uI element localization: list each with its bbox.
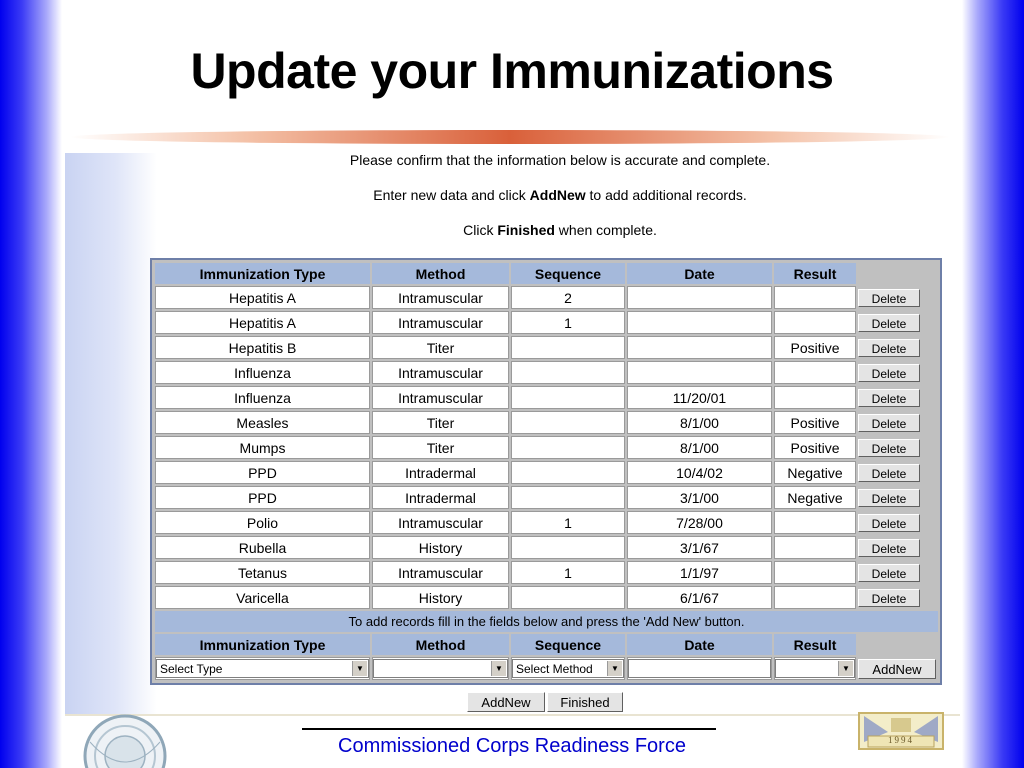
cell-immunization-type: Polio (155, 511, 370, 534)
cell-result (774, 311, 856, 334)
form-cell-date (627, 657, 772, 680)
cell-method: Intramuscular (372, 361, 509, 384)
cell-sequence (511, 436, 625, 459)
delete-button[interactable]: Delete (858, 539, 920, 557)
cell-method: History (372, 586, 509, 609)
delete-button[interactable]: Delete (858, 489, 920, 507)
new-record-form-row (155, 657, 938, 680)
cell-sequence (511, 486, 625, 509)
delete-button[interactable]: Delete (858, 364, 920, 382)
form-cell-sequence (511, 657, 625, 680)
header-sequence: Sequence (511, 263, 625, 284)
form-header-row (155, 634, 938, 655)
cell-actions (858, 511, 938, 534)
table-row (155, 536, 938, 559)
cell-result (774, 511, 856, 534)
table-row (155, 386, 938, 409)
delete-button[interactable]: Delete (858, 389, 920, 407)
date-input[interactable] (628, 659, 771, 678)
cell-method: Intradermal (372, 461, 509, 484)
cell-date: 3/1/00 (627, 486, 772, 509)
cell-result (774, 386, 856, 409)
dropdown-arrow-icon[interactable]: ▼ (352, 661, 367, 676)
immunization-table (150, 258, 942, 685)
form-header-actions (858, 634, 938, 655)
slide-edge-left (0, 0, 62, 768)
cell-result: Positive (774, 411, 856, 434)
cell-immunization-type: Hepatitis A (155, 286, 370, 309)
seal-right-year: 1994 (888, 735, 914, 745)
cell-date (627, 336, 772, 359)
cell-date: 6/1/67 (627, 586, 772, 609)
instruction-line-1: Please confirm that the information below is accurate and complete. (349, 152, 771, 168)
delete-button[interactable]: Delete (858, 314, 920, 332)
cell-method: Intradermal (372, 486, 509, 509)
cell-date (627, 286, 772, 309)
cell-immunization-type: Hepatitis B (155, 336, 370, 359)
delete-button[interactable]: Delete (858, 289, 920, 307)
header-method: Method (372, 263, 509, 284)
cell-method: Intramuscular (372, 311, 509, 334)
table-row (155, 511, 938, 534)
cell-method: Titer (372, 336, 509, 359)
instruction-line-3: Click Finished when complete. (463, 222, 657, 238)
form-cell-type (155, 657, 370, 680)
instruction-line-2: Enter new data and click AddNew to add additional records. (373, 187, 747, 203)
cell-immunization-type: Measles (155, 411, 370, 434)
cell-actions (858, 336, 938, 359)
instructions (265, 153, 855, 258)
table-row (155, 311, 938, 334)
cell-actions (858, 461, 938, 484)
footer-rule (302, 728, 716, 730)
cell-result: Negative (774, 486, 856, 509)
cell-method: Titer (372, 411, 509, 434)
cell-immunization-type: Influenza (155, 386, 370, 409)
cell-immunization-type: PPD (155, 461, 370, 484)
delete-button[interactable]: Delete (858, 464, 920, 482)
delete-button[interactable]: Delete (858, 589, 920, 607)
header-immunization-type: Immunization Type (155, 263, 370, 284)
cell-method: Intramuscular (372, 511, 509, 534)
immunization-type-select[interactable]: Select Type ▼ (156, 659, 369, 678)
footer-divider (65, 714, 960, 716)
cell-result (774, 586, 856, 609)
cell-date (627, 311, 772, 334)
cell-sequence (511, 361, 625, 384)
cell-date: 11/20/01 (627, 386, 772, 409)
cell-result: Positive (774, 436, 856, 459)
form-cell-result (774, 657, 856, 680)
cell-date (627, 361, 772, 384)
cell-method: Intramuscular (372, 286, 509, 309)
table-row (155, 361, 938, 384)
table-row (155, 461, 938, 484)
cell-sequence (511, 336, 625, 359)
header-actions (858, 263, 938, 284)
table-header-row (155, 263, 938, 284)
cell-result: Positive (774, 336, 856, 359)
cell-sequence (511, 586, 625, 609)
cell-result (774, 561, 856, 584)
cell-actions (858, 586, 938, 609)
cell-sequence (511, 536, 625, 559)
cell-result (774, 361, 856, 384)
table-row (155, 561, 938, 584)
cell-result (774, 536, 856, 559)
cell-sequence: 1 (511, 311, 625, 334)
cell-immunization-type: Tetanus (155, 561, 370, 584)
cell-immunization-type: PPD (155, 486, 370, 509)
cell-actions (858, 486, 938, 509)
header-result: Result (774, 263, 856, 284)
add-notice: To add records fill in the fields below and press the 'Add New' button. (155, 611, 938, 632)
cell-immunization-type: Rubella (155, 536, 370, 559)
cell-immunization-type: Mumps (155, 436, 370, 459)
cell-actions (858, 536, 938, 559)
dropdown-arrow-icon[interactable]: ▼ (838, 661, 853, 676)
cell-immunization-type: Influenza (155, 361, 370, 384)
cell-actions (858, 361, 938, 384)
table-row (155, 436, 938, 459)
sequence-select[interactable]: Select Method ▼ (512, 659, 624, 678)
cell-sequence: 1 (511, 561, 625, 584)
footer-text: Commissioned Corps Readiness Force (338, 735, 686, 757)
slide-edge-right (962, 0, 1024, 768)
table-row (155, 486, 938, 509)
cell-immunization-type: Varicella (155, 586, 370, 609)
table-row (155, 286, 938, 309)
cell-actions (858, 386, 938, 409)
finished-button[interactable]: Finished (547, 692, 623, 712)
page-left-strip (65, 153, 157, 715)
delete-button[interactable]: Delete (858, 339, 920, 357)
title-divider (70, 130, 950, 144)
form-header-result: Result (774, 634, 856, 655)
delete-button[interactable]: Delete (858, 439, 920, 457)
result-select[interactable] (775, 659, 855, 678)
cell-method: Intramuscular (372, 386, 509, 409)
cell-date: 10/4/02 (627, 461, 772, 484)
form-header-date: Date (627, 634, 772, 655)
table-row (155, 336, 938, 359)
add-notice-row (155, 611, 938, 632)
cell-method: Titer (372, 436, 509, 459)
cell-sequence (511, 461, 625, 484)
dropdown-arrow-icon[interactable]: ▼ (607, 661, 622, 676)
delete-button[interactable]: Delete (858, 414, 920, 432)
cell-method: History (372, 536, 509, 559)
cell-date: 3/1/67 (627, 536, 772, 559)
method-select[interactable] (373, 659, 508, 678)
cell-date: 1/1/97 (627, 561, 772, 584)
cell-sequence: 2 (511, 286, 625, 309)
cell-actions (858, 311, 938, 334)
form-header-method: Method (372, 634, 509, 655)
cell-date: 7/28/00 (627, 511, 772, 534)
cell-actions (858, 436, 938, 459)
cell-date: 8/1/00 (627, 436, 772, 459)
form-cell-addnew (858, 657, 938, 680)
form-header-sequence: Sequence (511, 634, 625, 655)
cell-immunization-type: Hepatitis A (155, 311, 370, 334)
dropdown-arrow-icon[interactable]: ▼ (491, 661, 506, 676)
cell-result (774, 286, 856, 309)
table-row (155, 411, 938, 434)
form-cell-method (372, 657, 509, 680)
addnew-button[interactable]: AddNew (467, 692, 545, 712)
page-buttons (467, 692, 625, 714)
cell-actions (858, 561, 938, 584)
form-header-immunization-type: Immunization Type (155, 634, 370, 655)
table-row (155, 586, 938, 609)
cell-sequence (511, 411, 625, 434)
delete-button[interactable]: Delete (858, 564, 920, 582)
delete-button[interactable]: Delete (858, 514, 920, 532)
cell-result: Negative (774, 461, 856, 484)
cell-actions (858, 411, 938, 434)
slide-title: Update your Immunizations (190, 43, 834, 99)
record-rows (155, 286, 938, 609)
cell-sequence (511, 386, 625, 409)
row-addnew-button[interactable]: AddNew (858, 659, 936, 679)
cell-date: 8/1/00 (627, 411, 772, 434)
cell-sequence: 1 (511, 511, 625, 534)
header-date: Date (627, 263, 772, 284)
cell-method: Intramuscular (372, 561, 509, 584)
cell-actions (858, 286, 938, 309)
